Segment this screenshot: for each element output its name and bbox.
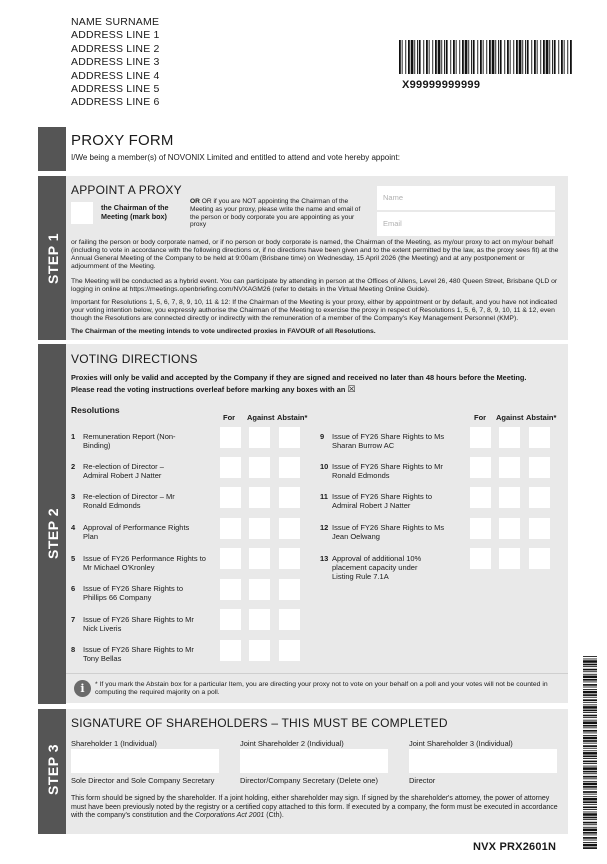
vote-abstain-checkbox[interactable] xyxy=(279,487,300,508)
form-code: NVX PRX2601N xyxy=(473,841,557,853)
barcode-bar xyxy=(513,40,514,74)
barcode-bar xyxy=(583,812,597,813)
resolution-label: Approval of Performance Rights Plan xyxy=(83,523,190,541)
barcode-bar xyxy=(549,40,550,74)
barcode-bar xyxy=(583,773,597,774)
barcode-bar xyxy=(583,712,597,713)
barcode-bar xyxy=(583,822,597,824)
securityholder-number: X99999999999 xyxy=(402,79,481,91)
left-col-abstain: Abstain* xyxy=(277,413,308,422)
resolution-label: Issue of FY26 Share Rights to Mr Nick Liveris xyxy=(83,615,194,633)
resolution-number: 6 xyxy=(71,584,76,593)
validity-note: Proxies will only be valid and accepted by the Company if they are signed and received no later than 48 hours before the Meeting. xyxy=(71,373,527,382)
barcode-bar xyxy=(444,40,445,74)
right-col-for: For xyxy=(474,413,487,422)
right-col-abstain: Abstain* xyxy=(526,413,557,422)
vote-against-checkbox[interactable] xyxy=(499,457,520,478)
resolution-number: 4 xyxy=(71,523,76,532)
barcode-bar xyxy=(583,691,597,694)
or-instruction: OR OR if you are NOT appointing the Chairman of the Meeting as your proxy, please write the name and email of the person or body corporate you are appointing as your proxy xyxy=(190,198,361,229)
barcode-bar xyxy=(583,796,597,797)
barcode-bar xyxy=(546,40,549,74)
barcode-bar xyxy=(540,40,541,74)
checked-box-symbol: ☒ xyxy=(347,385,356,395)
address-line-5: ADDRESS LINE 5 xyxy=(71,83,160,96)
barcode-bar xyxy=(583,674,597,675)
barcode-bar xyxy=(446,40,448,74)
vote-against-checkbox[interactable] xyxy=(249,579,270,600)
instructions-note-text: Please read the voting instructions overleaf before marking any boxes with an xyxy=(71,385,346,394)
barcode-bar xyxy=(583,730,597,732)
barcode-bar xyxy=(583,789,597,790)
barcode-bar xyxy=(583,783,597,786)
barcode-bar xyxy=(468,40,469,74)
resolution-number: 2 xyxy=(71,462,76,471)
barcode-bar xyxy=(583,842,597,843)
barcode-bar xyxy=(583,664,597,666)
corporations-act: Corporations Act 2001 xyxy=(194,812,265,820)
role-1-label: Sole Director and Sole Company Secretary xyxy=(71,776,215,785)
vote-against-checkbox[interactable] xyxy=(499,518,520,539)
signing-instructions-end: (Cth). xyxy=(266,812,284,820)
barcode-bar xyxy=(456,40,457,74)
vote-against-checkbox[interactable] xyxy=(249,548,270,569)
barcode-bar xyxy=(423,40,424,74)
resolution-number: 8 xyxy=(71,645,76,654)
barcode-bar xyxy=(583,725,597,727)
barcode-bar xyxy=(583,704,597,705)
resolution-label: Issue of FY26 Share Rights to Ms Jean Oelwang xyxy=(332,523,445,541)
shareholder-3-label: Joint Shareholder 3 (Individual) xyxy=(409,739,513,748)
step1-label: STEP 1 xyxy=(45,233,61,284)
barcode-bar xyxy=(583,706,597,709)
barcode-bar xyxy=(504,40,505,74)
vote-abstain-checkbox[interactable] xyxy=(279,548,300,569)
barcode-bar xyxy=(583,837,597,839)
barcode-bar xyxy=(510,40,511,74)
vote-against-checkbox[interactable] xyxy=(249,487,270,508)
barcode-bar xyxy=(583,794,597,795)
abstain-info-bar xyxy=(66,673,568,703)
step2-title: VOTING DIRECTIONS xyxy=(71,352,198,366)
resolution-label: Approval of additional 10% placement capacity under Listing Rule 7.1A xyxy=(332,554,422,581)
proxy-email-placeholder: Email xyxy=(383,219,402,228)
barcode-bar xyxy=(453,40,455,74)
barcode-bar xyxy=(583,817,597,819)
step3-label: STEP 3 xyxy=(45,744,61,795)
barcode-bar xyxy=(411,40,414,74)
vote-against-checkbox[interactable] xyxy=(249,518,270,539)
barcode-bar xyxy=(471,40,472,74)
barcode-bar xyxy=(583,659,597,660)
vote-for-checkbox[interactable] xyxy=(470,427,491,448)
resolution-label: Re-election of Director – Mr Ronald Edmonds xyxy=(83,492,175,510)
step1-panel xyxy=(66,176,568,340)
barcode-bar xyxy=(583,656,597,657)
barcode-bar xyxy=(537,40,538,74)
vote-for-checkbox[interactable] xyxy=(220,609,241,630)
barcode-bar xyxy=(583,763,597,764)
step2-panel xyxy=(66,344,568,673)
barcode-bar xyxy=(583,755,597,757)
left-col-against: Against xyxy=(247,413,275,422)
vote-for-checkbox[interactable] xyxy=(220,579,241,600)
step2-band xyxy=(38,344,66,704)
barcode-bar xyxy=(552,40,553,74)
shareholder-1-label: Shareholder 1 (Individual) xyxy=(71,739,157,748)
barcode-bar xyxy=(527,40,529,74)
vote-abstain-checkbox[interactable] xyxy=(279,518,300,539)
barcode-bar xyxy=(583,676,597,679)
vote-against-checkbox[interactable] xyxy=(249,457,270,478)
barcode-bar xyxy=(583,702,597,703)
barcode xyxy=(399,40,572,74)
barcode-bar xyxy=(583,781,597,782)
barcode-bar xyxy=(561,40,563,74)
hybrid-meeting-paragraph: The Meeting will be conducted as a hybrid event. You can participate by attending in person at the Offices of Allens, Level 26, 480 Queen Street, Brisbane QLD or logging in online at https://meetings.openbriefing.com/NVXAGM26 (refer to details in the Virtual Meeting Online Guide). xyxy=(71,278,558,294)
barcode-bar xyxy=(543,40,545,74)
vote-for-checkbox[interactable] xyxy=(220,518,241,539)
barcode-bar xyxy=(441,40,442,74)
barcode-bar xyxy=(583,844,597,847)
address-line-4: ADDRESS LINE 4 xyxy=(71,69,160,82)
info-icon: i xyxy=(74,680,91,697)
vote-for-checkbox[interactable] xyxy=(220,457,241,478)
barcode-bar xyxy=(583,737,597,740)
barcode-bar xyxy=(583,733,597,734)
resolution-number: 7 xyxy=(71,615,76,624)
barcode-bar xyxy=(522,40,523,74)
barcode-bar xyxy=(408,40,410,74)
barcode-bar xyxy=(583,727,597,728)
barcode-bar xyxy=(486,40,487,74)
shareholder-2-signature[interactable] xyxy=(240,749,388,773)
barcode-bar xyxy=(583,750,597,751)
barcode-bar xyxy=(583,829,597,832)
barcode-bar xyxy=(567,40,568,74)
resolutions-heading: Resolutions xyxy=(71,405,120,415)
step1-band xyxy=(38,176,66,340)
barcode-bar xyxy=(583,804,597,805)
address-block xyxy=(71,16,160,110)
barcode-bar xyxy=(583,748,597,749)
vote-for-checkbox[interactable] xyxy=(470,487,491,508)
vote-abstain-checkbox[interactable] xyxy=(279,579,300,600)
barcode-bar xyxy=(583,832,597,834)
proxy-form-band xyxy=(38,127,66,171)
barcode-bar xyxy=(435,40,437,74)
vote-abstain-checkbox[interactable] xyxy=(279,427,300,448)
role-3-label: Director xyxy=(409,776,436,785)
barcode-bar xyxy=(583,687,597,688)
barcode-bar xyxy=(480,40,482,74)
barcode-bar xyxy=(558,40,559,74)
vote-abstain-checkbox[interactable] xyxy=(279,640,300,661)
barcode-bar xyxy=(583,786,597,788)
barcode-bar xyxy=(583,660,597,663)
step3-title: SIGNATURE OF SHAREHOLDERS – THIS MUST BE COMPLETED xyxy=(71,716,448,730)
step2-label: STEP 2 xyxy=(45,508,61,559)
resolution-label: Issue of FY26 Share Rights to Mr Tony Bellas xyxy=(83,645,194,663)
barcode-bar xyxy=(531,40,532,74)
proxy-name-input[interactable] xyxy=(377,186,555,210)
barcode-bar xyxy=(583,847,597,849)
barcode-bar xyxy=(583,801,597,803)
signing-instructions xyxy=(71,795,562,821)
barcode-bar xyxy=(519,40,522,74)
vote-against-checkbox[interactable] xyxy=(499,427,520,448)
kmp-paragraph: Important for Resolutions 1, 5, 6, 7, 8, 9, 10, 11 & 12: If the Chairman of the Meeting is your proxy, either by appointment or by default, and you have not indicated your voting intention below, you expressly authorise the Chairman of the Meeting to exercise the proxy in respect of Resolutions 1, 5, 6, 7, 8, 9, 10, 11 & 12, even though the Resolutions are connected directly or indirectly with the remuneration of a member of the Company's Key Management Personnel (KMP). xyxy=(71,299,558,323)
barcode-bar xyxy=(583,710,597,712)
side-barcode xyxy=(583,656,597,850)
barcode-bar xyxy=(583,694,597,696)
barcode-bar xyxy=(583,827,597,828)
barcode-bar xyxy=(583,761,597,763)
barcode-bar xyxy=(429,40,430,74)
barcode-bar xyxy=(462,40,464,74)
barcode-bar xyxy=(507,40,509,74)
resolution-number: 11 xyxy=(320,492,328,501)
right-col-against: Against xyxy=(496,413,524,422)
barcode-bar xyxy=(583,819,597,820)
proxy-form-title: PROXY FORM xyxy=(71,132,174,149)
barcode-bar xyxy=(492,40,495,74)
barcode-bar xyxy=(426,40,428,74)
proxy-form-subtitle: I/We being a member(s) of NOVONIX Limited and entitled to attend and vote hereby appoint: xyxy=(71,153,400,162)
abstain-info-text: * If you mark the Abstain box for a particular Item, you are directing your proxy not to vote on your behalf on a poll and your votes will not be counted in computing the required majority on a poll. xyxy=(95,681,548,696)
address-line-3: ADDRESS LINE 3 xyxy=(71,56,160,69)
barcode-bar xyxy=(583,679,597,681)
vote-for-checkbox[interactable] xyxy=(220,487,241,508)
barcode-bar xyxy=(583,767,597,770)
instructions-note xyxy=(71,385,562,395)
barcode-bar xyxy=(583,798,597,801)
vote-abstain-checkbox[interactable] xyxy=(529,518,550,539)
vote-against-checkbox[interactable] xyxy=(249,609,270,630)
shareholder-1-signature[interactable] xyxy=(71,749,219,773)
barcode-bar xyxy=(583,697,597,698)
barcode-bar xyxy=(583,809,597,810)
vote-for-checkbox[interactable] xyxy=(470,457,491,478)
barcode-bar xyxy=(583,666,597,667)
vote-against-checkbox[interactable] xyxy=(249,427,270,448)
barcode-bar xyxy=(583,740,597,742)
vote-for-checkbox[interactable] xyxy=(220,427,241,448)
barcode-bar xyxy=(500,40,502,74)
barcode-bar xyxy=(402,40,403,74)
barcode-bar xyxy=(554,40,556,74)
barcode-bar xyxy=(438,40,441,74)
barcode-bar xyxy=(405,40,406,74)
step3-band xyxy=(38,709,66,834)
barcode-bar xyxy=(583,745,597,747)
resolution-label: Issue of FY26 Share Rights to Phillips 66 Company xyxy=(83,584,184,602)
barcode-bar xyxy=(570,40,572,74)
resolution-number: 13 xyxy=(320,554,329,563)
signing-instructions-text: This form should be signed by the shareholder. If a joint holding, either shareholder may sign. If signed by the shareholder's attorney, the power of attorney must have been previously noted by the registry or a certified copy attached to this form. If executed by a company, the form must be executed in accordance with the company's constitution and the xyxy=(71,795,558,820)
barcode-bar xyxy=(583,684,597,686)
barcode-bar xyxy=(495,40,496,74)
chairman-checkbox[interactable] xyxy=(71,202,93,224)
address-line-2: ADDRESS LINE 2 xyxy=(71,42,160,55)
barcode-bar xyxy=(583,791,597,793)
barcode-bar xyxy=(534,40,536,74)
step1-title: APPOINT A PROXY xyxy=(71,183,182,197)
vote-against-checkbox[interactable] xyxy=(499,487,520,508)
barcode-bar xyxy=(583,671,597,672)
barcode-bar xyxy=(583,778,597,779)
barcode-bar xyxy=(583,720,597,721)
barcode-bar xyxy=(583,699,597,701)
barcode-bar xyxy=(583,689,597,690)
barcode-bar xyxy=(483,40,484,74)
step3-panel xyxy=(66,709,568,834)
resolution-number: 1 xyxy=(71,432,76,441)
barcode-bar xyxy=(583,766,597,767)
barcode-bar xyxy=(583,835,597,836)
barcode-bar xyxy=(583,776,597,778)
barcode-bar xyxy=(583,682,597,683)
barcode-bar xyxy=(450,40,451,74)
barcode-bar xyxy=(417,40,418,74)
vote-abstain-checkbox[interactable] xyxy=(529,487,550,508)
or-instruction-text: OR if you are NOT appointing the Chairman of the Meeting as your proxy, please write the name and email of the person or body corporate you are appointing as your proxy xyxy=(190,198,361,229)
barcode-bar xyxy=(583,824,597,825)
vote-for-checkbox[interactable] xyxy=(470,548,491,569)
resolution-label: Issue of FY26 Share Rights to Ms Sharan Burrow AC xyxy=(332,432,445,450)
proxy-name-placeholder: Name xyxy=(383,193,404,202)
barcode-bar xyxy=(414,40,415,74)
barcode-bar xyxy=(583,806,597,808)
resolution-number: 3 xyxy=(71,492,76,501)
barcode-bar xyxy=(459,40,460,74)
shareholder-3-signature[interactable] xyxy=(409,749,557,773)
barcode-bar xyxy=(399,40,401,74)
barcode-bar xyxy=(583,752,597,755)
resolution-number: 12 xyxy=(320,523,329,532)
resolution-label: Remuneration Report (Non-Binding) xyxy=(83,432,176,450)
resolution-label: Issue of FY26 Performance Rights to Mr Michael O'Kronley xyxy=(83,554,206,572)
vote-abstain-checkbox[interactable] xyxy=(529,457,550,478)
barcode-bar xyxy=(564,40,565,74)
address-line-6: ADDRESS LINE 6 xyxy=(71,96,160,109)
chairman-intention: The Chairman of the meeting intends to vote undirected proxies in FAVOUR of all Resolutions. xyxy=(71,328,376,335)
vote-against-checkbox[interactable] xyxy=(499,548,520,569)
barcode-bar xyxy=(489,40,491,74)
shareholder-2-label: Joint Shareholder 2 (Individual) xyxy=(240,739,344,748)
barcode-bar xyxy=(583,758,597,759)
appointment-paragraph: or failing the person or body corporate named, or if no person or body corporate is named, the Chairman of the Meeting, as my/our proxy to act on my/our behalf (including to vote in accordance with the following directions or, if no directions have been given and to the extent permitted by the law, as the proxy sees fit) at the Annual General Meeting of the Company to be held at 9:00am (Brisbane time) on Wednesday, 15 April 2026 (the Meeting) and at any postponement or adjournment of the Meeting. xyxy=(71,239,559,271)
vote-abstain-checkbox[interactable] xyxy=(279,457,300,478)
vote-for-checkbox[interactable] xyxy=(470,518,491,539)
resolution-number: 5 xyxy=(71,554,76,563)
left-col-for: For xyxy=(223,413,236,422)
resolution-label: Re-election of Director – Admiral Robert J Natter xyxy=(83,462,164,480)
role-2-label: Director/Company Secretary (Delete one) xyxy=(240,776,378,785)
barcode-bar xyxy=(583,743,597,744)
barcode-bar xyxy=(583,840,597,841)
address-name: NAME SURNAME xyxy=(71,16,160,28)
barcode-bar xyxy=(583,669,597,671)
barcode-bar xyxy=(583,721,597,724)
vote-for-checkbox[interactable] xyxy=(220,640,241,661)
barcode-bar xyxy=(583,717,597,718)
vote-abstain-checkbox[interactable] xyxy=(529,548,550,569)
address-line-1: ADDRESS LINE 1 xyxy=(71,29,160,42)
barcode-bar xyxy=(516,40,518,74)
barcode-bar xyxy=(432,40,433,74)
vote-for-checkbox[interactable] xyxy=(220,548,241,569)
proxy-email-input[interactable] xyxy=(377,212,555,236)
resolution-label: Issue of FY26 Share Rights to Admiral Robert J Natter xyxy=(332,492,433,510)
barcode-bar xyxy=(525,40,526,74)
barcode-bar xyxy=(583,813,597,816)
chairman-label: the Chairman of the Meeting (mark box) xyxy=(101,203,169,221)
vote-abstain-checkbox[interactable] xyxy=(529,427,550,448)
barcode-bar xyxy=(498,40,499,74)
barcode-bar xyxy=(583,771,597,773)
resolution-number: 10 xyxy=(320,462,329,471)
barcode-bar xyxy=(583,715,597,717)
vote-against-checkbox[interactable] xyxy=(249,640,270,661)
barcode-bar xyxy=(419,40,421,74)
resolution-number: 9 xyxy=(320,432,325,441)
resolution-label: Issue of FY26 Share Rights to Mr Ronald Edmonds xyxy=(332,462,443,480)
barcode-bar xyxy=(473,40,475,74)
barcode-bar xyxy=(583,735,597,736)
barcode-bar xyxy=(477,40,478,74)
barcode-bar xyxy=(465,40,468,74)
vote-abstain-checkbox[interactable] xyxy=(279,609,300,630)
